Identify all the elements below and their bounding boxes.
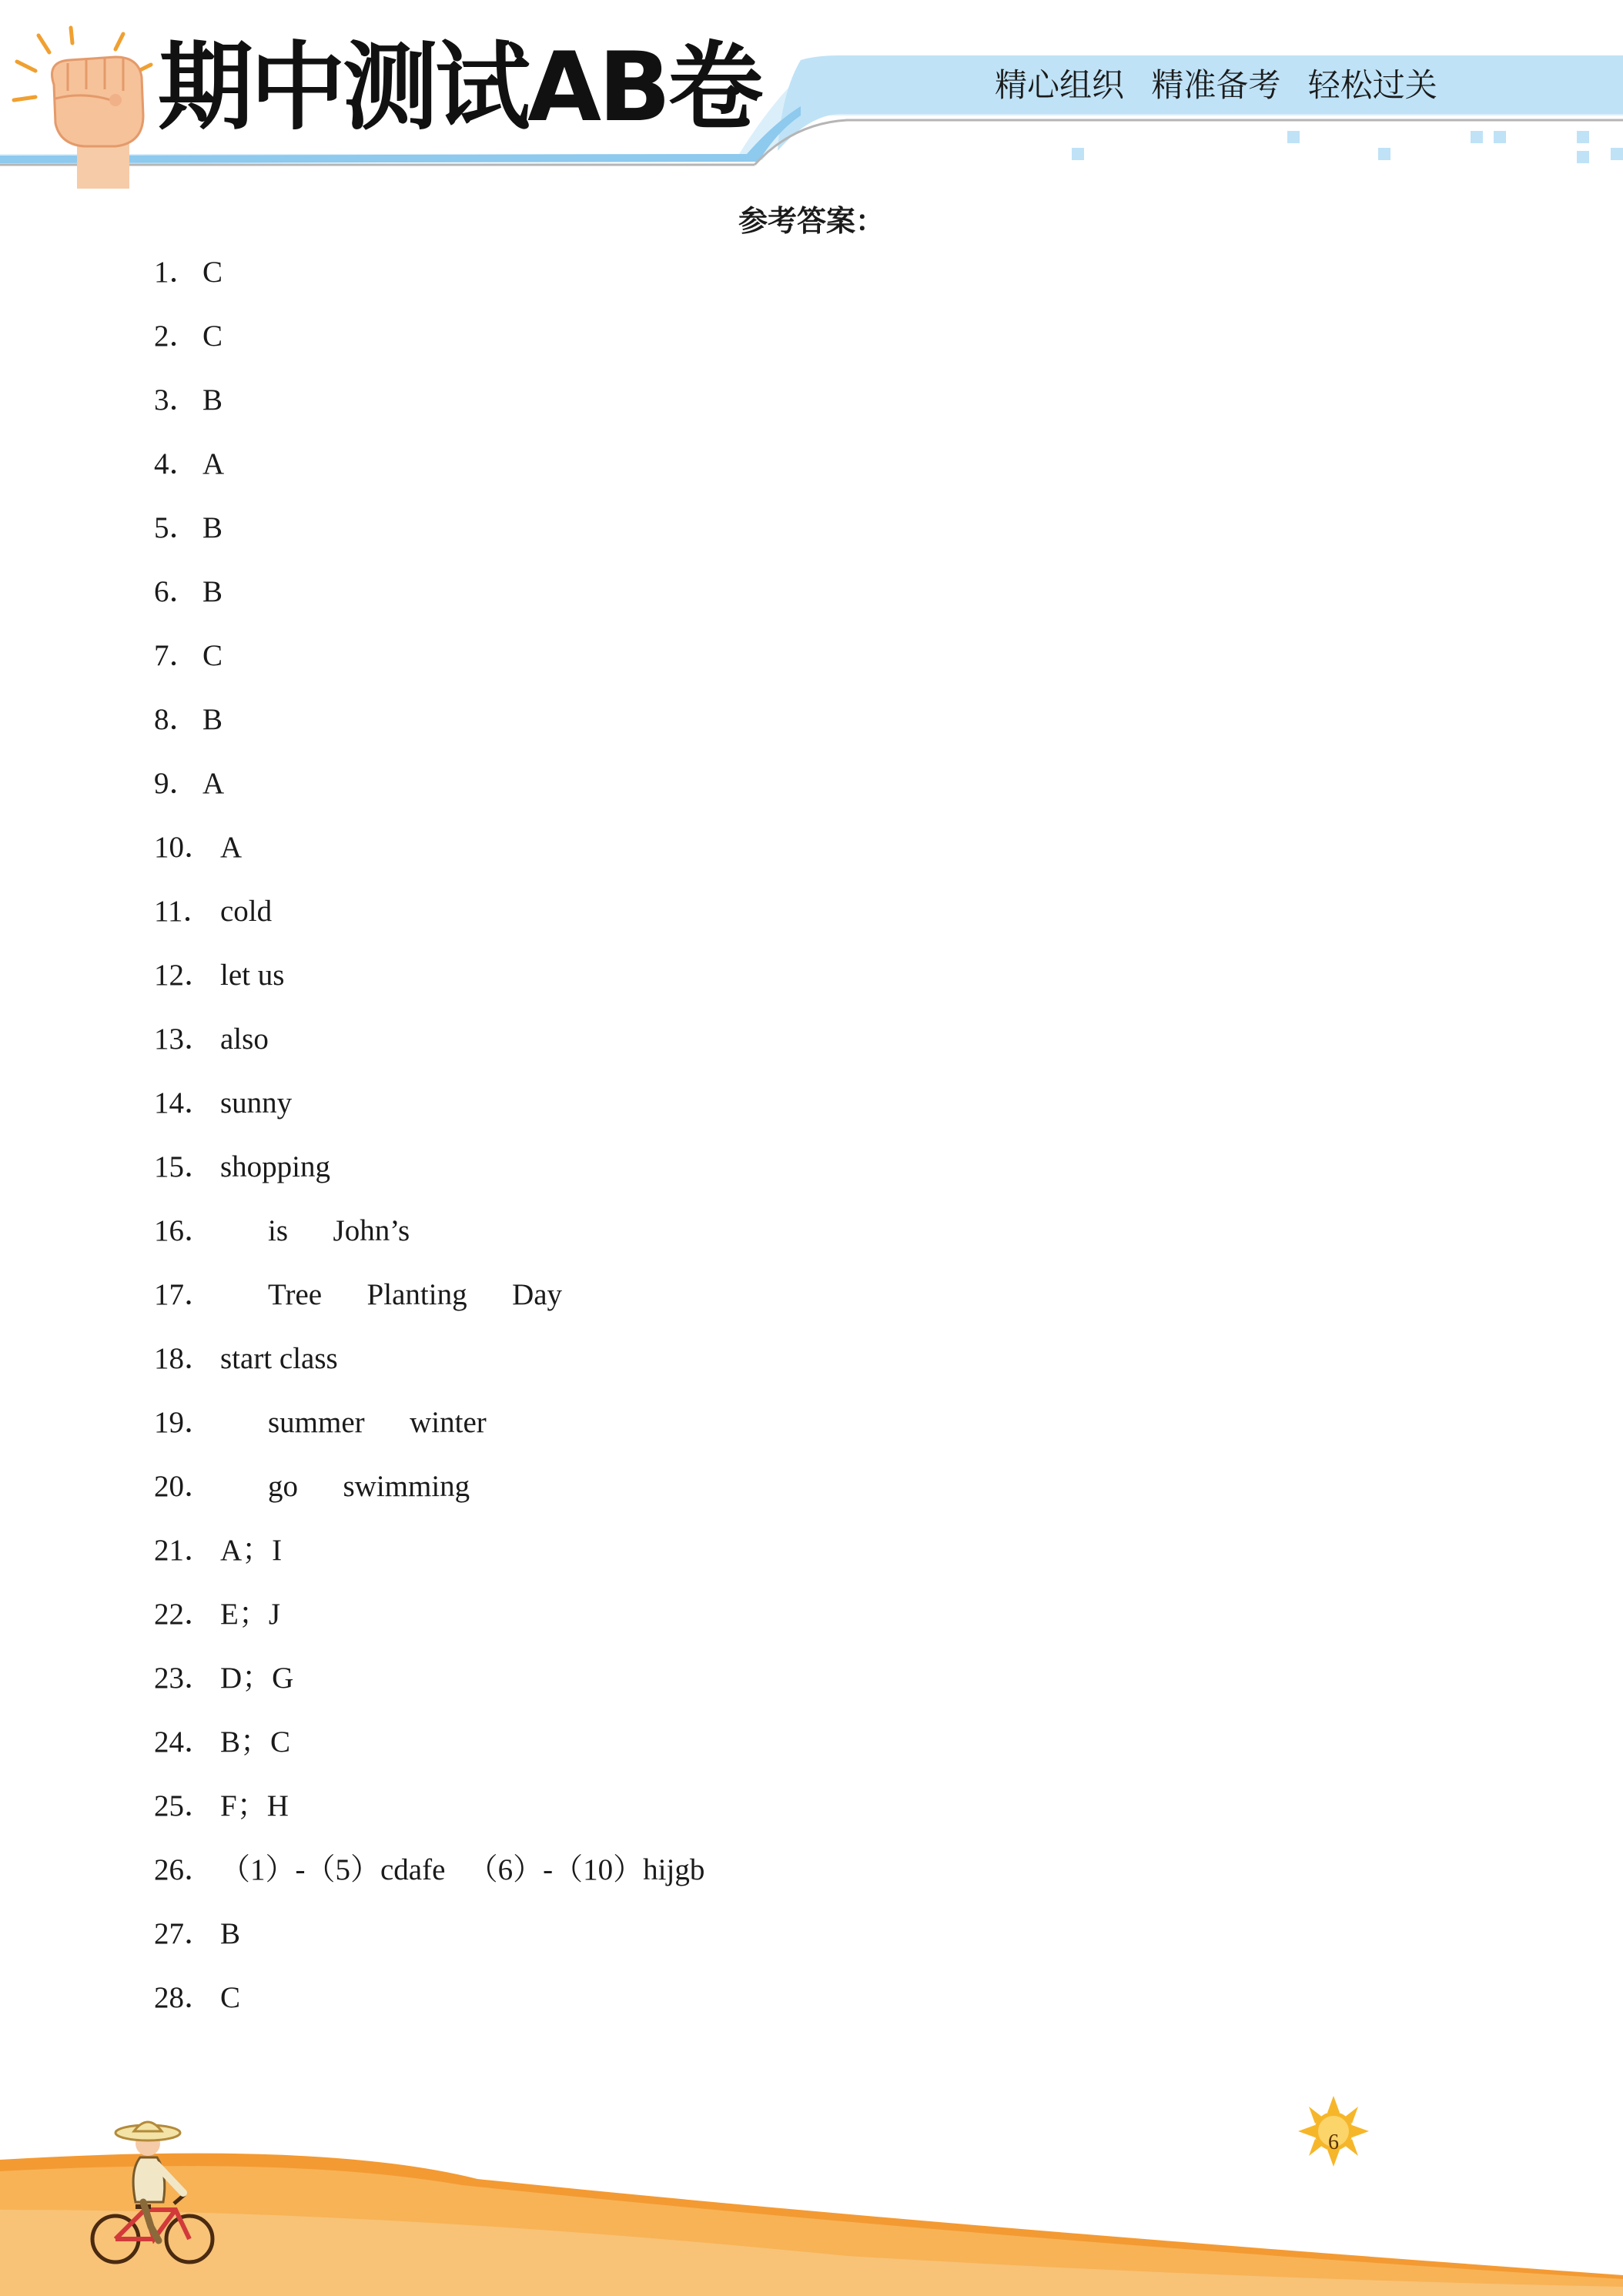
answer-number: 23．	[154, 1662, 215, 1695]
answer-number: 12．	[154, 959, 215, 992]
answer-text: D；G	[220, 1662, 294, 1695]
answer-item	[154, 378, 704, 442]
answer-number: 20．	[154, 1470, 215, 1503]
answer-number: 17．	[154, 1278, 215, 1311]
answer-item	[154, 1720, 704, 1784]
page-footer	[0, 2094, 1623, 2296]
answer-item	[154, 1912, 704, 1976]
page-number: 6	[1328, 2130, 1339, 2154]
answer-text: start class	[220, 1342, 338, 1375]
header-slogan: 精心组织 精准备考 轻松过关	[995, 66, 1437, 104]
answer-item	[154, 1976, 704, 2040]
answer-number: 13．	[154, 1022, 215, 1056]
answer-item	[154, 1081, 704, 1145]
answer-number: 19．	[154, 1406, 215, 1439]
answer-item	[154, 1592, 704, 1656]
answer-item	[154, 761, 704, 825]
answer-item	[154, 889, 704, 953]
answer-text: let us	[220, 959, 285, 992]
answer-text: C	[220, 1981, 241, 2014]
answer-item	[154, 506, 704, 570]
answer-item	[154, 1784, 704, 1848]
answer-number: 25．	[154, 1789, 215, 1822]
answer-item	[154, 1145, 704, 1209]
answer-text: cold	[220, 895, 273, 928]
answer-text: B	[220, 1917, 241, 1950]
answer-text: A	[202, 447, 225, 480]
answer-number: 2．	[154, 320, 199, 353]
answer-list	[154, 250, 704, 2040]
answer-number: 11．	[154, 895, 213, 928]
answer-number: 21．	[154, 1534, 215, 1567]
answer-text: （1）-（5）cdafe （6）-（10）hijgb	[220, 1853, 705, 1886]
answer-number: 8．	[154, 703, 199, 736]
answer-text: E；J	[220, 1598, 281, 1631]
answer-text: A；I	[220, 1534, 283, 1567]
answer-number: 5．	[154, 511, 199, 544]
answer-text: also	[220, 1022, 269, 1056]
answer-number: 18．	[154, 1342, 215, 1375]
answer-item	[154, 1401, 704, 1464]
answer-text: shopping	[220, 1150, 331, 1183]
footer-banner	[0, 2094, 1623, 2296]
answer-item	[154, 825, 704, 889]
answer-number: 26．	[154, 1853, 215, 1886]
answer-item	[154, 1273, 704, 1337]
answer-number: 4．	[154, 447, 199, 480]
answer-item	[154, 1848, 704, 1912]
header-title: 期中测试AB卷	[158, 32, 761, 143]
answer-number: 9．	[154, 767, 199, 800]
answer-item	[154, 634, 704, 698]
page-header	[0, 0, 1623, 192]
answer-text: A	[220, 831, 243, 864]
answer-text: Tree Planting Day	[268, 1278, 563, 1311]
answer-item	[154, 442, 704, 506]
answer-number: 1．	[154, 256, 199, 289]
answer-item	[154, 250, 704, 314]
answer-number: 3．	[154, 383, 199, 417]
answer-item	[154, 1337, 704, 1401]
answer-number: 24．	[154, 1725, 215, 1759]
fist-icon	[52, 57, 144, 189]
answer-text: C	[202, 256, 223, 289]
answer-text: F；H	[220, 1789, 289, 1822]
answer-item	[154, 953, 704, 1017]
answer-text: B	[202, 575, 223, 608]
answer-text: B	[202, 511, 223, 544]
answer-number: 14．	[154, 1086, 215, 1120]
answer-number: 7．	[154, 639, 199, 672]
answer-text: sunny	[220, 1086, 293, 1120]
answer-text: A	[202, 767, 225, 800]
answer-key-title: 参考答案：	[738, 204, 885, 238]
answer-text: B；C	[220, 1725, 291, 1759]
answer-item	[154, 1209, 704, 1273]
answer-text: B	[202, 383, 223, 417]
answer-number: 22．	[154, 1598, 215, 1631]
answer-text: summer winter	[268, 1406, 487, 1439]
answer-item	[154, 570, 704, 634]
answer-text: go swimming	[268, 1470, 470, 1503]
answer-item	[154, 698, 704, 761]
answer-number: 6．	[154, 575, 199, 608]
answer-text: B	[202, 703, 223, 736]
answer-number: 28．	[154, 1981, 215, 2014]
answer-text: C	[202, 320, 223, 353]
answer-number: 15．	[154, 1150, 215, 1183]
answer-item	[154, 1464, 704, 1528]
answer-text: C	[202, 639, 223, 672]
answer-number: 10．	[154, 831, 215, 864]
answer-number: 27．	[154, 1917, 215, 1950]
answer-item	[154, 1017, 704, 1081]
answer-item	[154, 1656, 704, 1720]
answer-text: is John’s	[268, 1214, 410, 1247]
answer-item	[154, 1528, 704, 1592]
answer-item	[154, 314, 704, 378]
answer-number: 16．	[154, 1214, 215, 1247]
